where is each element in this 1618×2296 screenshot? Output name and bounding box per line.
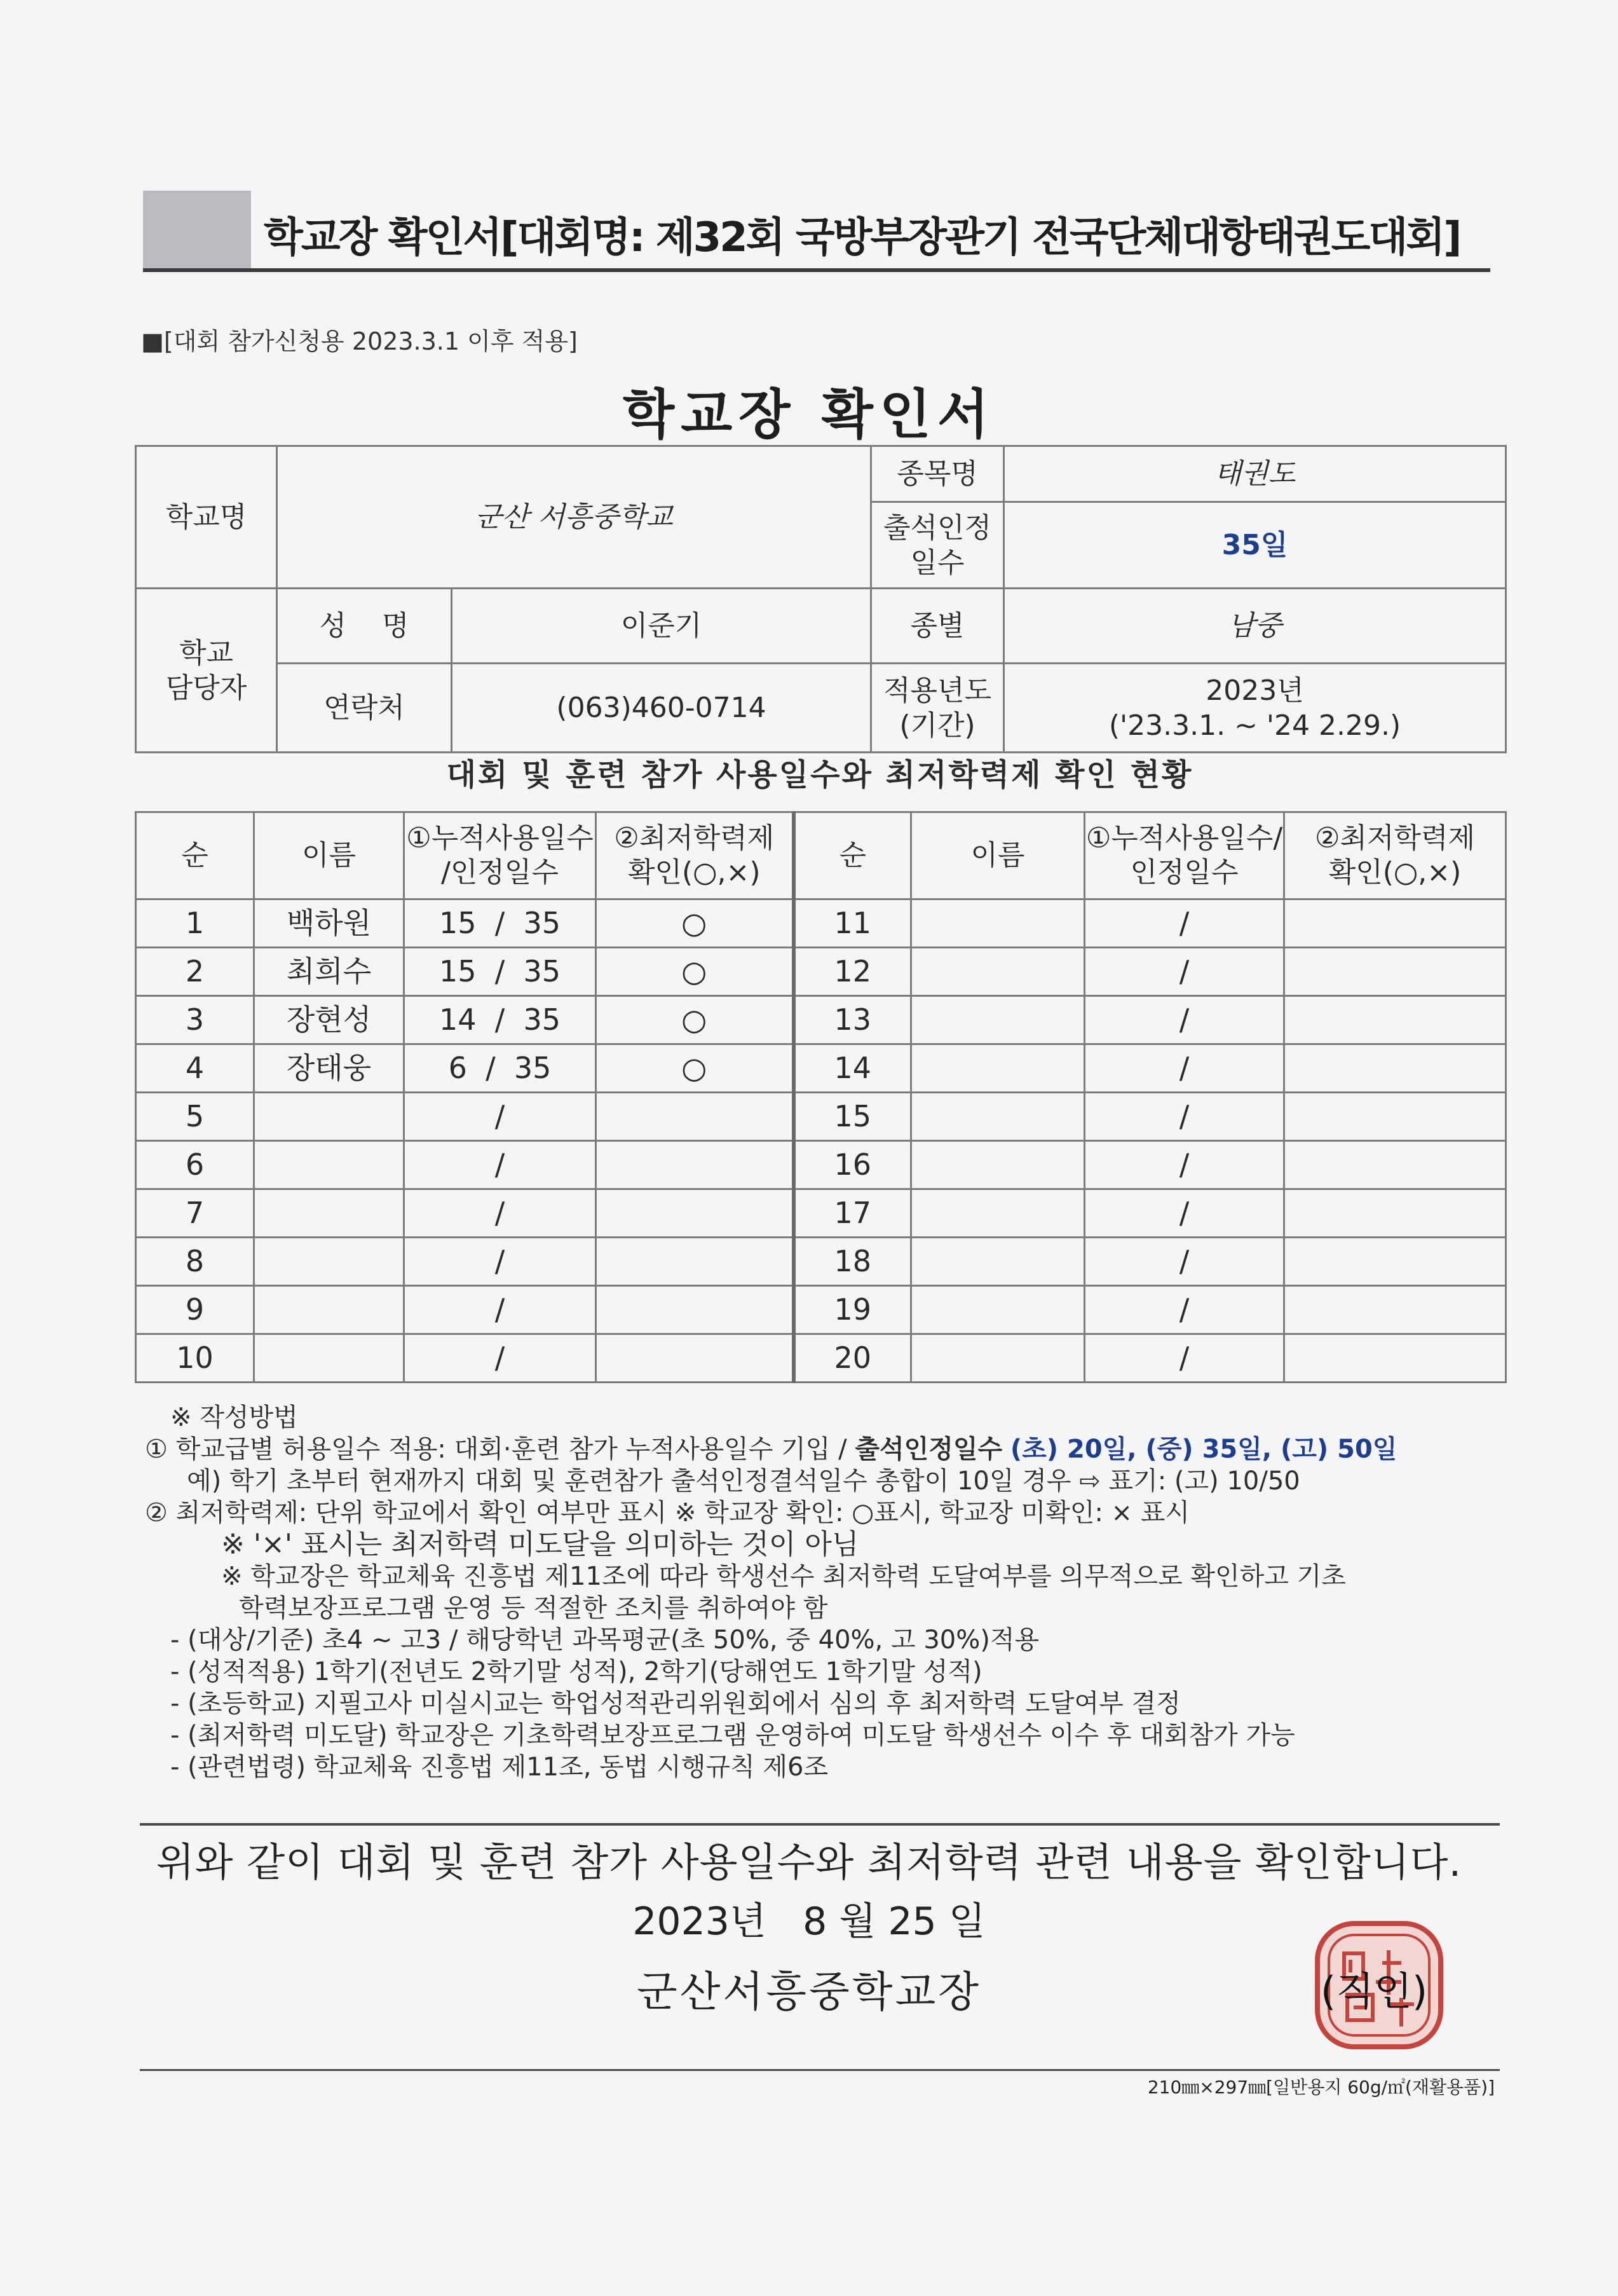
- participant-days: /: [404, 1238, 596, 1286]
- participant-check: [1284, 1238, 1506, 1286]
- participant-check: [596, 1141, 794, 1189]
- participant-name: [254, 1238, 404, 1286]
- note-2: ② 최저학력제: 단위 학교에서 확인 여부만 표시 ※ 학교장 확인: ○표시, 학교장 미확인: × 표시: [145, 1498, 1190, 1527]
- participant-name: [254, 1334, 404, 1383]
- confirmation-date: 2023년 8 월 25 일: [632, 1899, 986, 1944]
- participants-header-row: [136, 812, 1506, 899]
- participant-check: [596, 1189, 794, 1238]
- application-note: ■[대회 참가신청용 2023.3.1 이후 적용]: [141, 327, 578, 355]
- participant-no: 12: [794, 948, 911, 996]
- participant-name: 최희수: [254, 948, 404, 996]
- manager-name: 이준기: [452, 589, 871, 664]
- participant-check: [1284, 1044, 1506, 1093]
- event-label: 종목명: [871, 446, 1004, 502]
- participant-name: [911, 996, 1085, 1044]
- table-row: [136, 1189, 1506, 1238]
- participants-body: [136, 812, 1506, 1383]
- participant-days: /: [404, 1141, 596, 1189]
- note-2-principal-cont: 학력보장프로그램 운영 등 적절한 조치를 취하여야 함: [239, 1594, 828, 1623]
- participant-check: ○: [596, 1044, 794, 1093]
- seal-label: (직인): [1321, 1968, 1428, 2014]
- participant-days: /: [1085, 948, 1284, 996]
- participant-name: 장현성: [254, 996, 404, 1044]
- participant-no: 14: [794, 1044, 911, 1093]
- participant-days: 6 / 35: [404, 1044, 596, 1093]
- participant-days: /: [1085, 1334, 1284, 1383]
- note-2-principal: ※ 학교장은 학교체육 진흥법 제11조에 따라 학생선수 최저학력 도달여부를 의무적으로 확인하고 기초: [221, 1562, 1346, 1591]
- writing-instructions: [145, 1402, 1518, 1783]
- banner-title: 학교장 확인서[대회명: 제32회 국방부장관기 전국단체대항태권도대회]: [264, 214, 1460, 261]
- participant-name: [911, 1141, 1085, 1189]
- detail-law: - (관련법령) 학교체육 진흥법 제11조, 동법 시행규칙 제6조: [170, 1753, 829, 1782]
- participant-days: /: [1085, 1141, 1284, 1189]
- participant-check: [1284, 1141, 1506, 1189]
- note-2-x: ※ '×' 표시는 최저학력 미도달을 의미하는 것이 아님: [221, 1528, 859, 1561]
- detail-grades: - (성적적용) 1학기(전년도 2학기말 성적), 2학기(당해연도 1학기말 성적): [170, 1657, 982, 1686]
- participant-no: 6: [136, 1141, 254, 1189]
- participant-name: [911, 1238, 1085, 1286]
- period-value: [1004, 664, 1506, 753]
- notes-title: ※ 작성방법: [170, 1403, 298, 1432]
- column-header: ②최저학력제 확인(○,×): [1284, 812, 1506, 899]
- participant-check: ○: [596, 996, 794, 1044]
- participant-check: ○: [596, 948, 794, 996]
- participant-no: 16: [794, 1141, 911, 1189]
- school-name-value: 군산 서흥중학교: [277, 446, 871, 589]
- participant-name: [911, 1189, 1085, 1238]
- participant-days: /: [1085, 1093, 1284, 1141]
- banner-rule: [143, 268, 1490, 272]
- confirmation-statement: 위와 같이 대회 및 훈련 참가 사용일수와 최저학력 관련 내용을 확인합니다.: [156, 1839, 1462, 1885]
- notes-separator: [140, 1823, 1500, 1826]
- school-name-label: 학교명: [136, 446, 277, 589]
- column-header: 이름: [254, 812, 404, 899]
- header-banner: [143, 191, 1490, 272]
- participant-days: 15 / 35: [404, 948, 596, 996]
- participant-days: /: [1085, 1286, 1284, 1334]
- participant-no: 4: [136, 1044, 254, 1093]
- participant-days: /: [1085, 1044, 1284, 1093]
- table-row: [136, 948, 1506, 996]
- participant-days: /: [404, 1189, 596, 1238]
- school-head: 군산서흥중학교장: [636, 1967, 982, 2016]
- participant-check: [596, 1238, 794, 1286]
- participant-name: [254, 1189, 404, 1238]
- participant-no: 10: [136, 1334, 254, 1383]
- participant-days: 15 / 35: [404, 899, 596, 948]
- attendance-label: 출석인정 일수: [871, 502, 1004, 589]
- column-header: 순: [794, 812, 911, 899]
- participant-no: 1: [136, 899, 254, 948]
- participant-no: 18: [794, 1238, 911, 1286]
- participant-check: [1284, 1334, 1506, 1383]
- table-row: [136, 996, 1506, 1044]
- participant-check: [596, 1093, 794, 1141]
- note-1-text: ① 학교급별 허용일수 적용: 대회·훈련 참가 누적사용일수 기입 /: [145, 1435, 855, 1464]
- participant-name: 장태웅: [254, 1044, 404, 1093]
- column-header: 이름: [911, 812, 1085, 899]
- participant-no: 20: [794, 1334, 911, 1383]
- participant-name: [911, 1334, 1085, 1383]
- participant-name: [254, 1286, 404, 1334]
- participant-name: 백하원: [254, 899, 404, 948]
- category-value: 남중: [1004, 589, 1506, 664]
- event-value: 태권도: [1004, 446, 1506, 502]
- participant-no: 7: [136, 1189, 254, 1238]
- detail-unmet: - (최저학력 미도달) 학교장은 기초학력보장프로그램 운영하여 미도달 학생선수 이수 후 대회참가 가능: [170, 1721, 1295, 1750]
- banner-shade: [143, 191, 251, 272]
- table-row: [136, 1286, 1506, 1334]
- table-row: [136, 1238, 1506, 1286]
- note-1-example: 예) 학기 초부터 현재까지 대회 및 훈련참가 출석인정결석일수 총합이 10일 경우 ⇨ 표기: (고) 10/50: [187, 1466, 1300, 1496]
- participants-heading: 대회 및 훈련 참가 사용일수와 최저학력제 확인 현황: [446, 757, 1193, 793]
- participant-no: 3: [136, 996, 254, 1044]
- participant-check: [1284, 899, 1506, 948]
- participant-days: /: [1085, 1238, 1284, 1286]
- participant-check: [1284, 1189, 1506, 1238]
- document-title: 학교장 확인서: [622, 383, 996, 446]
- participant-no: 17: [794, 1189, 911, 1238]
- participant-name: [254, 1141, 404, 1189]
- participant-no: 15: [794, 1093, 911, 1141]
- participant-check: [1284, 1286, 1506, 1334]
- participant-days: /: [404, 1286, 596, 1334]
- participant-name: [911, 1044, 1085, 1093]
- participant-name: [911, 948, 1085, 996]
- table-row: [136, 1141, 1506, 1189]
- table-row: [136, 1044, 1506, 1093]
- participant-no: 11: [794, 899, 911, 948]
- period-label: 적용년도 (기간): [871, 664, 1004, 753]
- paper-spec: 210㎜×297㎜[일반용지 60g/㎡(재활용품)]: [1147, 2077, 1495, 2098]
- table-row: [136, 1334, 1506, 1383]
- category-label: 종별: [871, 589, 1004, 664]
- participant-check: ○: [596, 899, 794, 948]
- participant-days: 14 / 35: [404, 996, 596, 1044]
- name-label: 성 명: [277, 589, 452, 664]
- participant-days: /: [1085, 996, 1284, 1044]
- note-1: [145, 1433, 1518, 1465]
- column-header: ②최저학력제 확인(○,×): [596, 812, 794, 899]
- participant-no: 13: [794, 996, 911, 1044]
- note-1-highlight: 출석인정일수: [855, 1435, 1003, 1464]
- participant-no: 2: [136, 948, 254, 996]
- table-row: [136, 899, 1506, 948]
- participant-days: /: [404, 1334, 596, 1383]
- contact-label: 연락처: [277, 664, 452, 753]
- participant-name: [911, 1093, 1085, 1141]
- participant-no: 5: [136, 1093, 254, 1141]
- participant-no: 9: [136, 1286, 254, 1334]
- column-header: ①누적사용일수 /인정일수: [404, 812, 596, 899]
- info-table: [135, 445, 1507, 753]
- participant-days: /: [1085, 1189, 1284, 1238]
- detail-target: - (대상/기준) 초4 ~ 고3 / 해당학년 과목평균(초 50%, 중 40%, 고 30%)적용: [170, 1625, 1040, 1655]
- column-header: 순: [136, 812, 254, 899]
- participant-no: 8: [136, 1238, 254, 1286]
- attendance-days: 35일: [1004, 502, 1506, 589]
- contact-value: (063)460-0714: [452, 664, 871, 753]
- participant-days: /: [404, 1093, 596, 1141]
- participant-days: /: [1085, 899, 1284, 948]
- participant-name: [911, 899, 1085, 948]
- participant-check: [1284, 948, 1506, 996]
- manager-label: 학교 담당자: [136, 589, 277, 753]
- column-header: ①누적사용일수/ 인정일수: [1085, 812, 1284, 899]
- period-range: ('23.3.1. ~ '24 2.29.): [1108, 709, 1401, 742]
- footer-rule: [140, 2069, 1500, 2071]
- table-row: [136, 1093, 1506, 1141]
- participant-check: [1284, 996, 1506, 1044]
- year-value: 2023년: [1206, 674, 1304, 707]
- participant-name: [911, 1286, 1085, 1334]
- note-1-days: (초) 20일, (중) 35일, (고) 50일: [1010, 1435, 1397, 1464]
- participant-name: [254, 1093, 404, 1141]
- detail-elementary: - (초등학교) 지필고사 미실시교는 학업성적관리위원회에서 심의 후 최저학력 도달여부 결정: [170, 1689, 1181, 1718]
- participant-no: 19: [794, 1286, 911, 1334]
- participant-check: [596, 1286, 794, 1334]
- participant-check: [1284, 1093, 1506, 1141]
- participants-table: [135, 811, 1507, 1383]
- participant-check: [596, 1334, 794, 1383]
